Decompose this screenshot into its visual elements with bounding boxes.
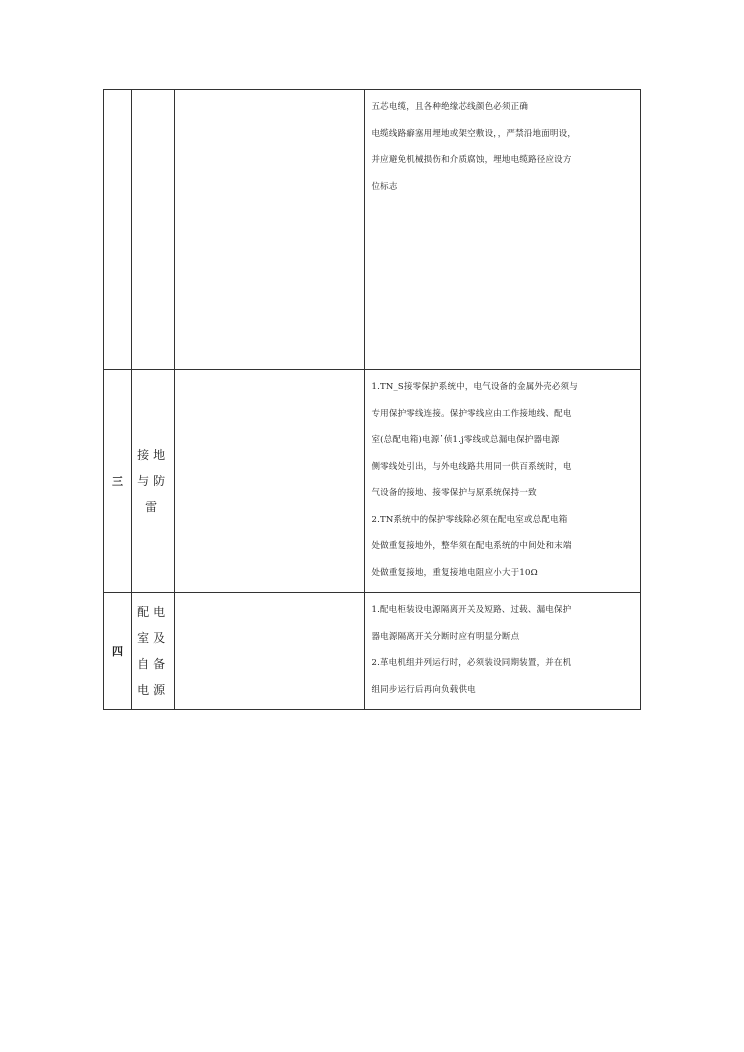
table-row xyxy=(104,90,641,370)
content-line: 器电源隔离开关分断时应有明显分断点 xyxy=(371,631,520,642)
content-line: 处做重复接地外，整华须在配电系统的中间处和末端 xyxy=(371,541,572,551)
content-line: 并应避免机械损伤和介质腐蚀，埋地电缆路径应设方 xyxy=(371,155,572,165)
row-title xyxy=(132,593,175,710)
content-line: 1.配电柜装设电源隔离开关及短路、过载、漏电保护 xyxy=(371,605,572,615)
title-line: 配电 xyxy=(137,605,170,619)
title-line: 接地 xyxy=(137,448,170,462)
row-content xyxy=(365,90,641,370)
title-line: 电源 xyxy=(137,683,170,697)
safety-inspection-table xyxy=(103,89,641,710)
row-number xyxy=(104,90,132,370)
content-line: 处做重复接地，重复接地电阻应小大于10Ω xyxy=(371,567,538,578)
row-content xyxy=(365,370,641,593)
content-line: 位标志 xyxy=(371,181,398,192)
content-line: 组同步运行后再向负载供电 xyxy=(371,684,476,695)
content-line: 1.TN_S接零保护系统中，电气设备的金属外壳必须与 xyxy=(371,382,578,392)
content-line: 气设备的接地、接零保护与原系统保持一致 xyxy=(371,488,537,498)
content-line: 室(总配电箱)电源᾿侦1.j零线或总漏电保护器电源 xyxy=(371,435,560,445)
content-line: 五芯电缆，且各种绝缘芯线颜色必须正确 xyxy=(371,102,529,112)
row-content xyxy=(365,593,641,710)
title-line: 自备 xyxy=(137,657,170,671)
title-line: 室及 xyxy=(137,631,170,645)
row-number: 三 xyxy=(104,370,132,593)
title-line: 与防 xyxy=(137,474,170,488)
title-line: 雷 xyxy=(145,500,162,514)
row-title xyxy=(132,370,175,593)
blank-cell xyxy=(175,90,365,370)
row-title xyxy=(132,90,175,370)
content-line: 电缆线路癖塞用埋地或架空敷设，，严禁沿地面明设， xyxy=(371,128,577,139)
table-row xyxy=(104,593,641,710)
row-number: 四 xyxy=(104,593,132,710)
content-line: 侧零线处引出，与外电线路共用同一供百系统时，电 xyxy=(371,461,572,472)
content-line: 2.TN系统中的保护零线除必须在配电室或总配电箱 xyxy=(371,514,568,525)
content-line: 2.革电机组并列运行时，必须装设同期装置，并在机 xyxy=(371,658,572,668)
content-line: 专用保护零线连接。保护零线应由工作接地线、配电 xyxy=(371,408,572,419)
blank-cell xyxy=(175,593,365,710)
table-row xyxy=(104,370,641,593)
blank-cell xyxy=(175,370,365,593)
